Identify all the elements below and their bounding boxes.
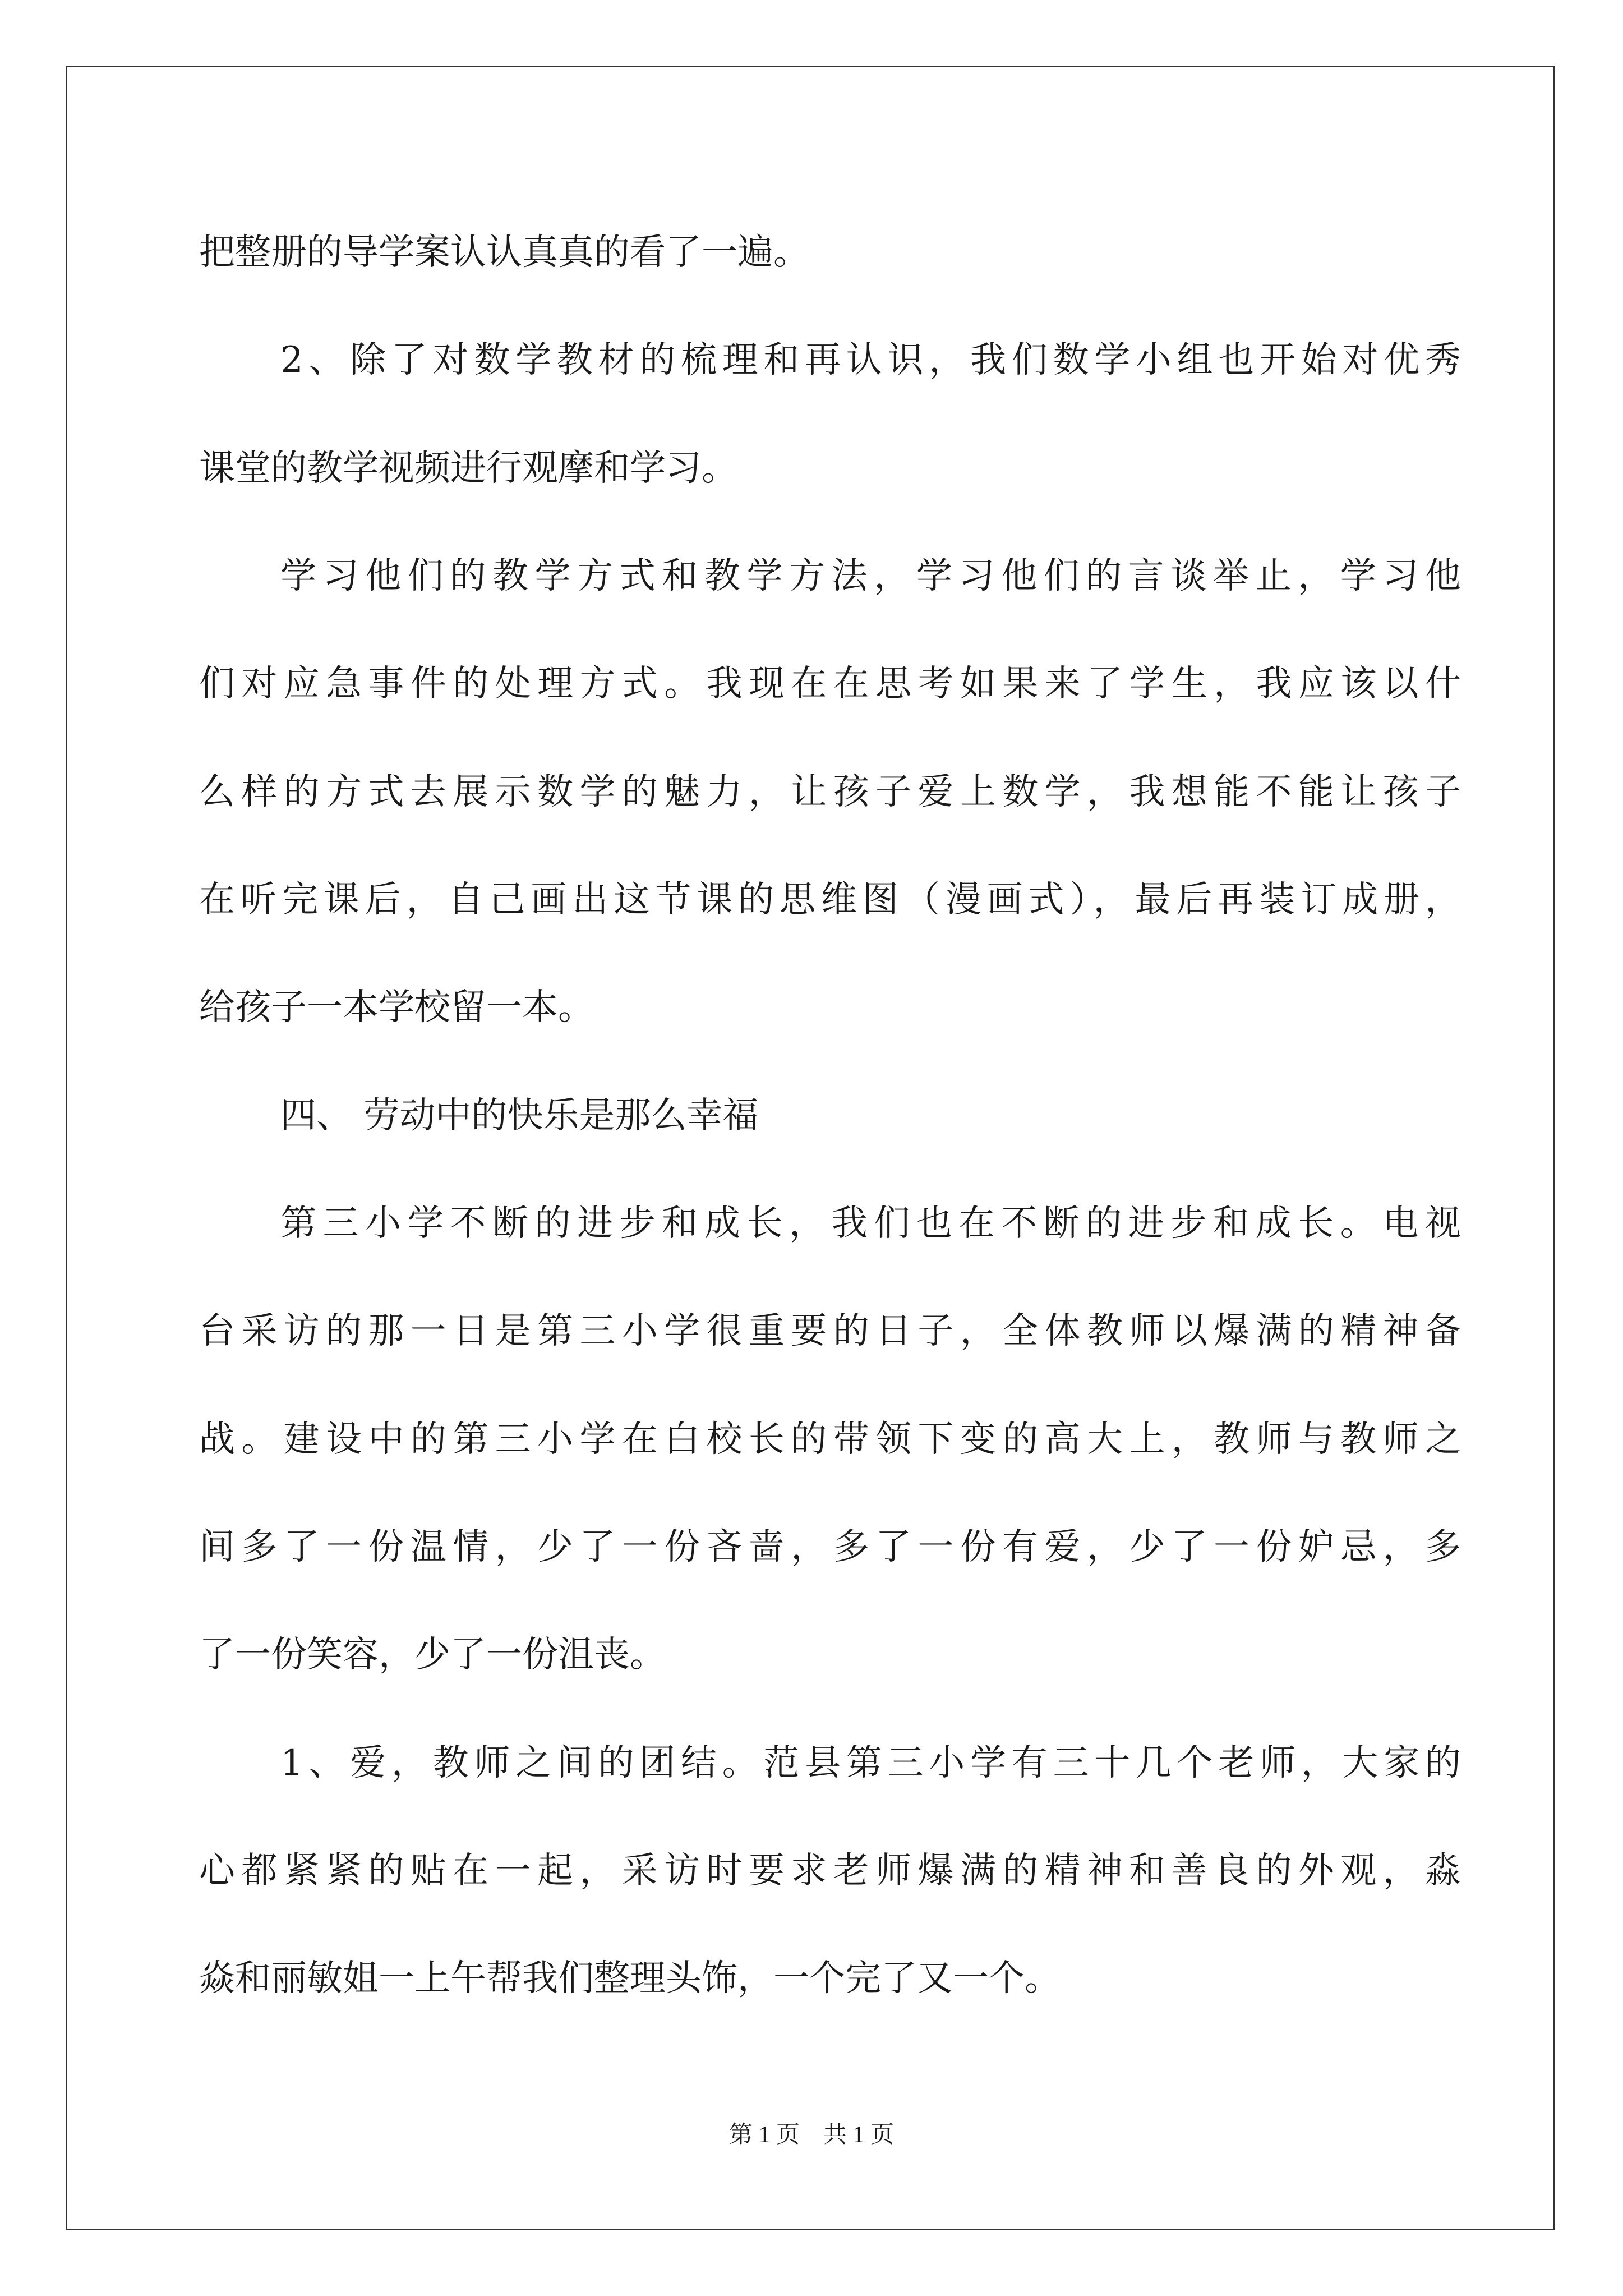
text-line: 心都紧紧的贴在一起，采访时要求老师爆满的精神和善良的外观，淼 [199, 1850, 1461, 1892]
text-line: 学习他们的教学方式和教学方法，学习他们的言谈举止，学习他 [280, 555, 1461, 597]
text-line: 把整册的导学案认认真真的看了一遍。 [199, 232, 809, 273]
text-line: 给孩子一本学校留一本。 [199, 987, 594, 1028]
section-heading: 四、 劳动中的快乐是那么幸福 [280, 1095, 759, 1137]
text-line: 间多了一份温情，少了一份吝啬，多了一份有爱，少了一份妒忌，多 [199, 1526, 1461, 1568]
text-line: 焱和丽敏姐一上午帮我们整理头饰，一个完了又一个。 [199, 1958, 1061, 1999]
text-line: 课堂的教学视频进行观摩和学习。 [199, 448, 737, 489]
text-line: 么样的方式去展示数学的魅力，让孩子爱上数学，我想能不能让孩子 [199, 771, 1461, 813]
text-line: 1、爱，教师之间的团结。范县第三小学有三十几个老师，大家的 [280, 1742, 1461, 1784]
page-border [66, 66, 1555, 2230]
text-line: 战。建设中的第三小学在白校长的带领下变的高大上，教师与教师之 [199, 1419, 1461, 1460]
page-footer: 第 1 页 共 1 页 [728, 2122, 894, 2148]
text-line: 第三小学不断的进步和成长，我们也在不断的进步和成长。电视 [280, 1203, 1461, 1244]
text-line: 们对应急事件的处理方式。我现在在思考如果来了学生，我应该以什 [199, 663, 1461, 705]
text-line: 2、除了对数学教材的梳理和再认识，我们数学小组也开始对优秀 [280, 339, 1461, 381]
text-line: 了一份笑容，少了一份沮丧。 [199, 1634, 666, 1676]
text-line: 在听完课后，自己画出这节课的思维图（漫画式），最后再装订成册， [199, 879, 1461, 921]
text-line: 台采访的那一日是第三小学很重要的日子，全体教师以爆满的精神备 [199, 1310, 1461, 1352]
